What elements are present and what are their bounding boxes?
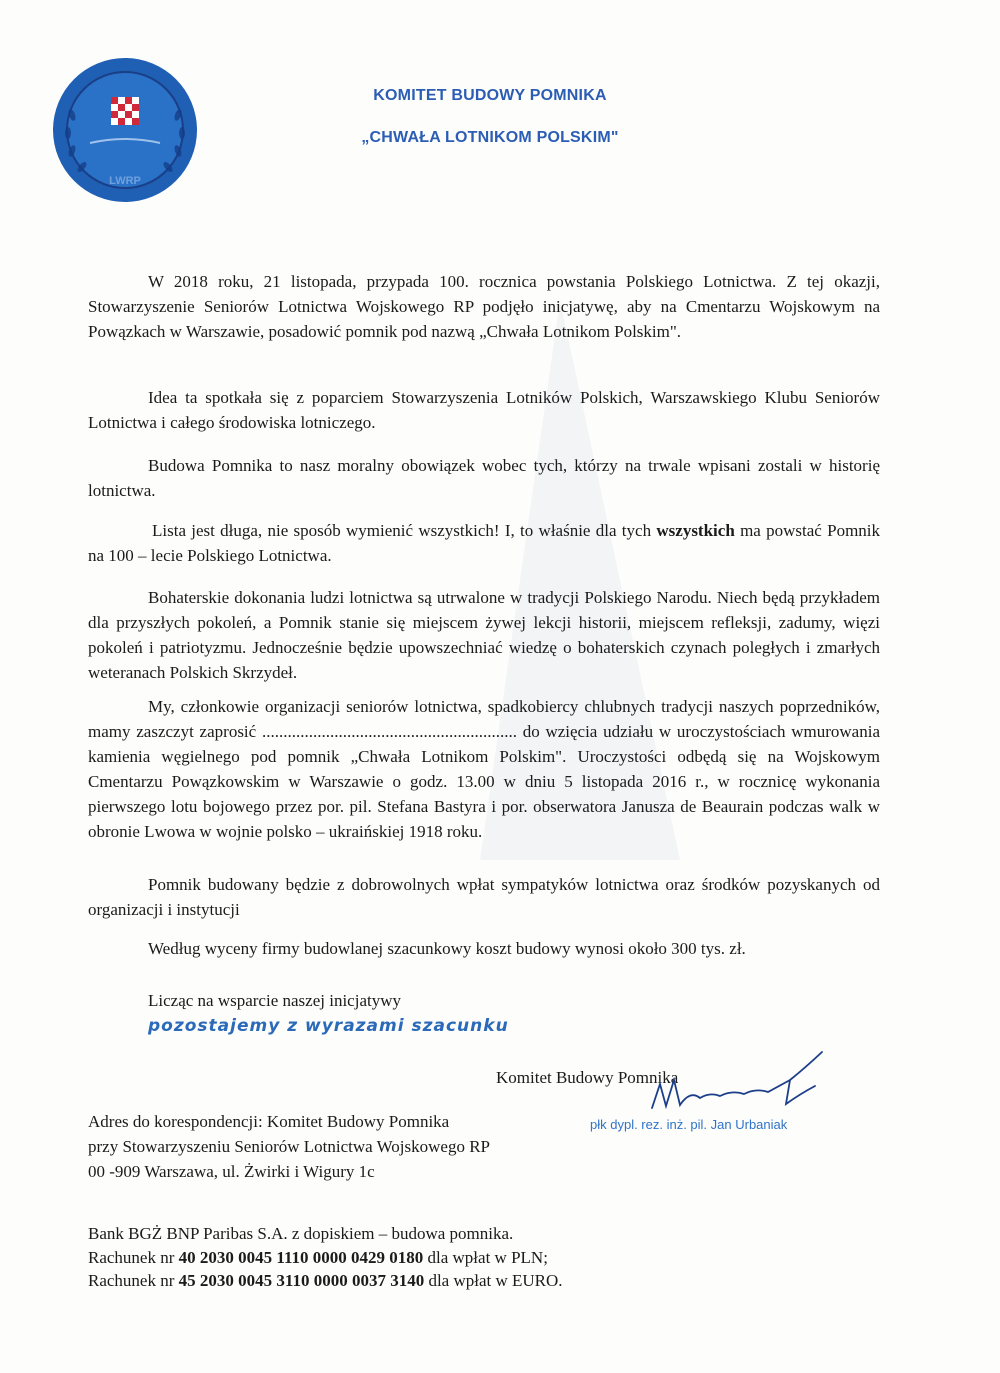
closing-line: Licząc na wsparcie naszej inicjatywy (148, 991, 401, 1010)
paragraph-obligation: Budowa Pomnika to nasz moralny obowiązek wobec tych, którzy na trwale wpisani zostali w historię lotnictwa. (88, 456, 880, 500)
handwritten-signature (640, 1050, 830, 1120)
paragraph-anniversary: W 2018 roku, 21 listopada, przypada 100. rocznica powstania Polskiego Lotnictwa. Z tej okazji, Stowarzyszenie Seniorów Lotnictwa Wojskowego RP podjęło inicjatywę, aby na Cmentarzu Wojskowym na Powązkach w Warszawie, posadowić pomnik pod nazwą „Chwała Lotnikom Polskim". (88, 272, 880, 341)
checkerboard-insignia-icon (111, 97, 139, 125)
organization-logo (50, 55, 200, 205)
paragraph-list: Lista jest długa, nie sposób wymienić wszystkich! I, to właśnie dla tych wszystkich ma powstać Pomnik na 100 – lecie Polskiego Lotnictwa. (88, 521, 881, 565)
paragraph-support: Idea ta spotkała się z poparciem Stowarzyszenia Lotników Polskich, Warszawskiego Klubu Seniorów Lotnictwa i całego środowiska lotniczego. (88, 388, 880, 432)
closing-stamp: pozostajemy z wyrazami szacunku (148, 1016, 509, 1036)
paragraph-cost: Według wyceny firmy budowlanej szacunkowy koszt budowy wynosi około 300 tys. zł. (148, 939, 746, 958)
emphasis-wszystkich: wszystkich (656, 521, 735, 540)
account-euro: Rachunek nr 45 2030 0045 3110 0000 0037 3140 dla wpłat w EURO. (88, 1271, 563, 1290)
address-line3: 00 -909 Warszawa, ul. Żwirki i Wigury 1c (88, 1162, 375, 1181)
account-pln-number: 40 2030 0045 1110 0000 0429 0180 (178, 1248, 424, 1267)
address-line2: przy Stowarzyszeniu Seniorów Lotnictwa Wojskowego RP (88, 1137, 491, 1156)
committee-signature-label: Komitet Budowy Pomnika (496, 1068, 679, 1087)
header-title-line1: KOMITET BUDOWY POMNIKA (373, 87, 607, 104)
paragraph-heroic-deeds: Bohaterskie dokonania ludzi lotnictwa są utrwalone w tradycji Polskiego Narodu. Niech będą przykładem dla przyszłych pokoleń, a Pomnik stanie się miejscem żywej lekcji historii, miejscem refleksji, zadumy, więzi pokoleń i patriotyzmu. Jednocześnie będzie upowszechniać wiedzę o bohaterskich czynach poległych i zmarłych weteranach Polskich Skrzydeł. (88, 588, 880, 682)
address-line1: Adres do korespondencji: Komitet Budowy Pomnika (88, 1112, 450, 1131)
header-title-line2: „CHWAŁA LOTNIKOM POLSKIM" (361, 129, 619, 146)
paragraph-invitation: My, członkowie organizacji seniorów lotnictwa, spadkobiercy chlubnych tradycji naszych poprzedników, mamy zaszczyt zaprosić ............................................................ do wzięcia udziału w uroczystościach wmurowania kamienia węgielnego pod pomnik „Chwała Lotnikom Polskim". Uroczystości odbędą się na Wojskowym Cmentarzu Powązkowskim w Warszawie o godz. 13.00 w dniu 5 listopada 2016 r., w rocznicę wykonania pierwszego lotu bojowego przez por. pil. Stefana Bastyra i por. obserwatora Janusza de Beaurain podczas walk w obronie Lwowa w wojnie polsko – ukraińskiej 1918 roku. (88, 697, 880, 841)
paragraph-funding: Pomnik budowany będzie z dobrowolnych wpłat sympatyków lotnictwa oraz środków pozyskanych od organizacji i instytucji (88, 875, 880, 919)
account-euro-number: 45 2030 0045 3110 0000 0037 3140 (178, 1271, 425, 1290)
bank-line: Bank BGŻ BNP Paribas S.A. z dopiskiem – budowa pomnika. (88, 1224, 514, 1243)
logo-label: LWRP (109, 175, 141, 187)
signer-name: płk dypl. rez. inż. pil. Jan Urbaniak (590, 1117, 788, 1132)
account-pln: Rachunek nr 40 2030 0045 1110 0000 0429 0180 dla wpłat w PLN; (88, 1248, 548, 1267)
